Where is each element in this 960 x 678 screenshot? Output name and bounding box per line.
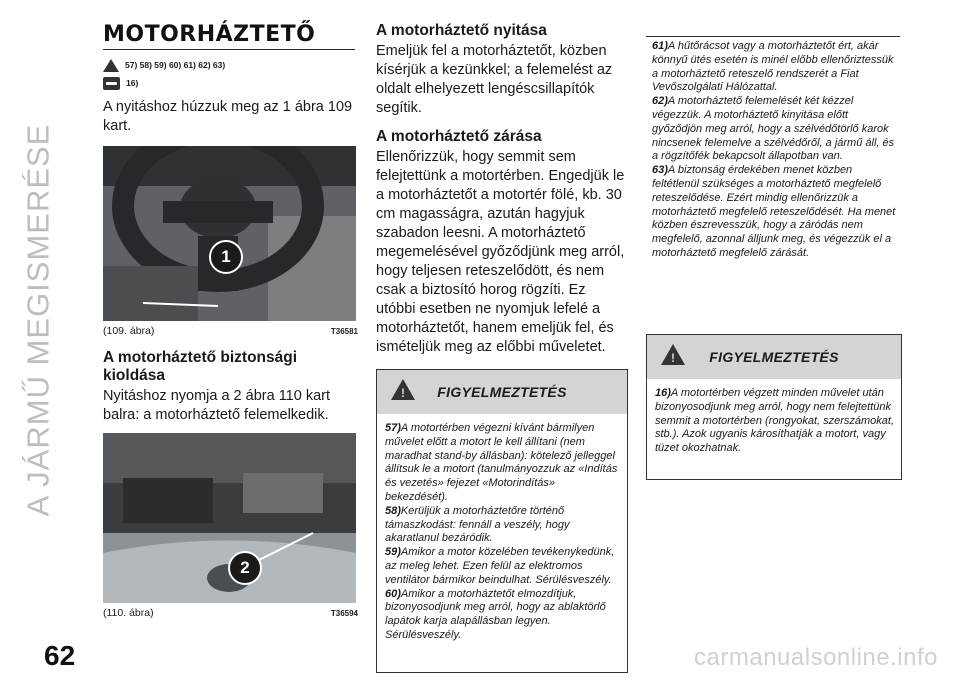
opening-text: Emeljük fel a motorháztetőt, közben kísérjük a kezünkkel; a felemelést az oldalt elhelyezett lengéscsillapítók segítik. bbox=[376, 43, 613, 116]
page-number: 62 bbox=[44, 640, 76, 671]
warning-item-58: 58)Kerüljük a motorháztetőre történő támaszkodást: fennáll a veszély, hogy akaratlanul bezáródik. bbox=[385, 504, 570, 545]
steering-wheel-illustration bbox=[103, 146, 356, 321]
release-heading: A motorháztető biztonsági kioldása bbox=[103, 349, 298, 384]
page-title: MOTORHÁZTETŐ bbox=[103, 22, 316, 47]
figure-110-caption: (110. ábra) T36594 bbox=[103, 607, 358, 619]
engine-notice-icon bbox=[103, 77, 120, 90]
closing-text: Ellenőrizzük, hogy semmit sem felejtettünk a motortérben. Engedjük le a motorháztetőt a motortér fölé, kb. 30 cm magasságra, azután hagyjuk szabadon leesni. A motorháztető megemelésével győződjünk meg arról, hogy teljesen reteszelődött, és nem csak a biztosító horog rögzíti. Ez utóbbi esetben ne nyomjuk lefelé a motorháztetőt, hanem emeljük fel, és ismételjük meg az előbbi műveletet. bbox=[376, 149, 625, 355]
notice-box-header: ! FIGYELMEZTETÉS bbox=[647, 335, 901, 379]
notice-box bbox=[646, 334, 902, 480]
warning-triangle-icon bbox=[103, 59, 119, 72]
warning-item-63: 63)A biztonság érdekében menet közben feltétlenül szükséges a motorháztető megfelelő reteszelődése. Ezért mindig ellenőrizzük a motorháztető megfelelő reteszelődését. Ha menet közben észrevesszük, hogy a záródás nem megfelelő, azonnal álljunk meg, és végezzük el a motorháztető megfelelő zárását. bbox=[652, 164, 896, 259]
notice-box-title: FIGYELMEZTETÉS bbox=[709, 349, 839, 365]
notice-item-16: 16)A motortérben végzett minden művelet után bizonyosodjunk meg arról, hogy nem felejtettünk semmit a motortérben (rongyokat, szerszámokat, stb.). Azok ugyanis károsíthatják a motort, vagy tüzet okozhatnak. bbox=[655, 387, 895, 455]
figure-110-engine-bay-photo bbox=[103, 433, 356, 603]
info-refs: 16) bbox=[103, 74, 358, 92]
figure-109-caption: (109. ábra) T36581 bbox=[103, 325, 358, 337]
column-3 bbox=[646, 36, 900, 261]
warning-item-61: 61)A hűtőrácsot vagy a motorháztetőt ért, akár könnyű ütés esetén is minél előbb ellenőriztessük a motorháztető reteszelő rendszerét a Fiat Vevőszolgálati Hálózattal. bbox=[652, 40, 894, 94]
warning-refs: 57) 58) 59) 60) 61) 62) 63) bbox=[103, 56, 358, 74]
title-rule bbox=[103, 49, 355, 50]
opening-heading: A motorháztető nyitása bbox=[376, 22, 547, 39]
warning-item-60: 60)Amikor a motorháztetőt elmozdítjuk, bizonyosodjunk meg arról, hogy az ablaktörlő lapátok karja alapállásban legyen. Sérülésveszély. bbox=[385, 587, 606, 641]
site-watermark: carmanualsonline.info bbox=[694, 644, 938, 671]
chapter-side-title: A JÁRMŰ MEGISMERÉSE bbox=[20, 123, 56, 517]
figure-callout-1: 1 bbox=[209, 240, 243, 274]
figure-callout-2: 2 bbox=[228, 551, 262, 585]
notice-box-body bbox=[647, 379, 901, 464]
closing-heading: A motorháztető zárása bbox=[376, 128, 542, 145]
column-2 bbox=[376, 22, 628, 673]
warning-box-title: FIGYELMEZTETÉS bbox=[437, 384, 567, 400]
warning-continuation bbox=[646, 36, 900, 261]
intro-text: A nyitáshoz húzzuk meg az 1 ábra 109 kart. bbox=[103, 99, 353, 134]
warning-box bbox=[376, 369, 628, 673]
warning-item-57: 57)A motortérben végezni kívánt bármilyen művelet előtt a motort le kell állítani (nem maradhat stand-by állásban): kötelező jelleggel állítsuk le a motort (tanulmányozzuk az «Indítás és vezetés» fejezet «Motorindítás» bekezdését). bbox=[385, 422, 618, 503]
warning-box-body bbox=[377, 414, 627, 651]
warning-item-59: 59)Amikor a motor közelében tevékenykedünk, az meleg lehet. Ezen felül az elektromos ventilátor bármikor beindulhat. Sérülésveszély. bbox=[385, 546, 615, 586]
engine-bay-illustration bbox=[103, 433, 356, 603]
figure-109-steering-wheel-photo bbox=[103, 146, 356, 321]
release-text: Nyitáshoz nyomja a 2 ábra 110 kart balra: a motorháztető felemelkedik. bbox=[103, 388, 331, 423]
warning-box-header: ! FIGYELMEZTETÉS bbox=[377, 370, 627, 414]
column-1 bbox=[103, 22, 358, 619]
warning-item-62: 62)A motorháztető felemelését két kézzel végezzük. A motorháztető kinyitása előtt győződjön meg arról, hogy a szélvédőtörlő karok nincsenek felemelve a szélvédőről, a jármű áll, és a rögzítőfék bekapcsolt állapotban van. bbox=[652, 95, 895, 163]
